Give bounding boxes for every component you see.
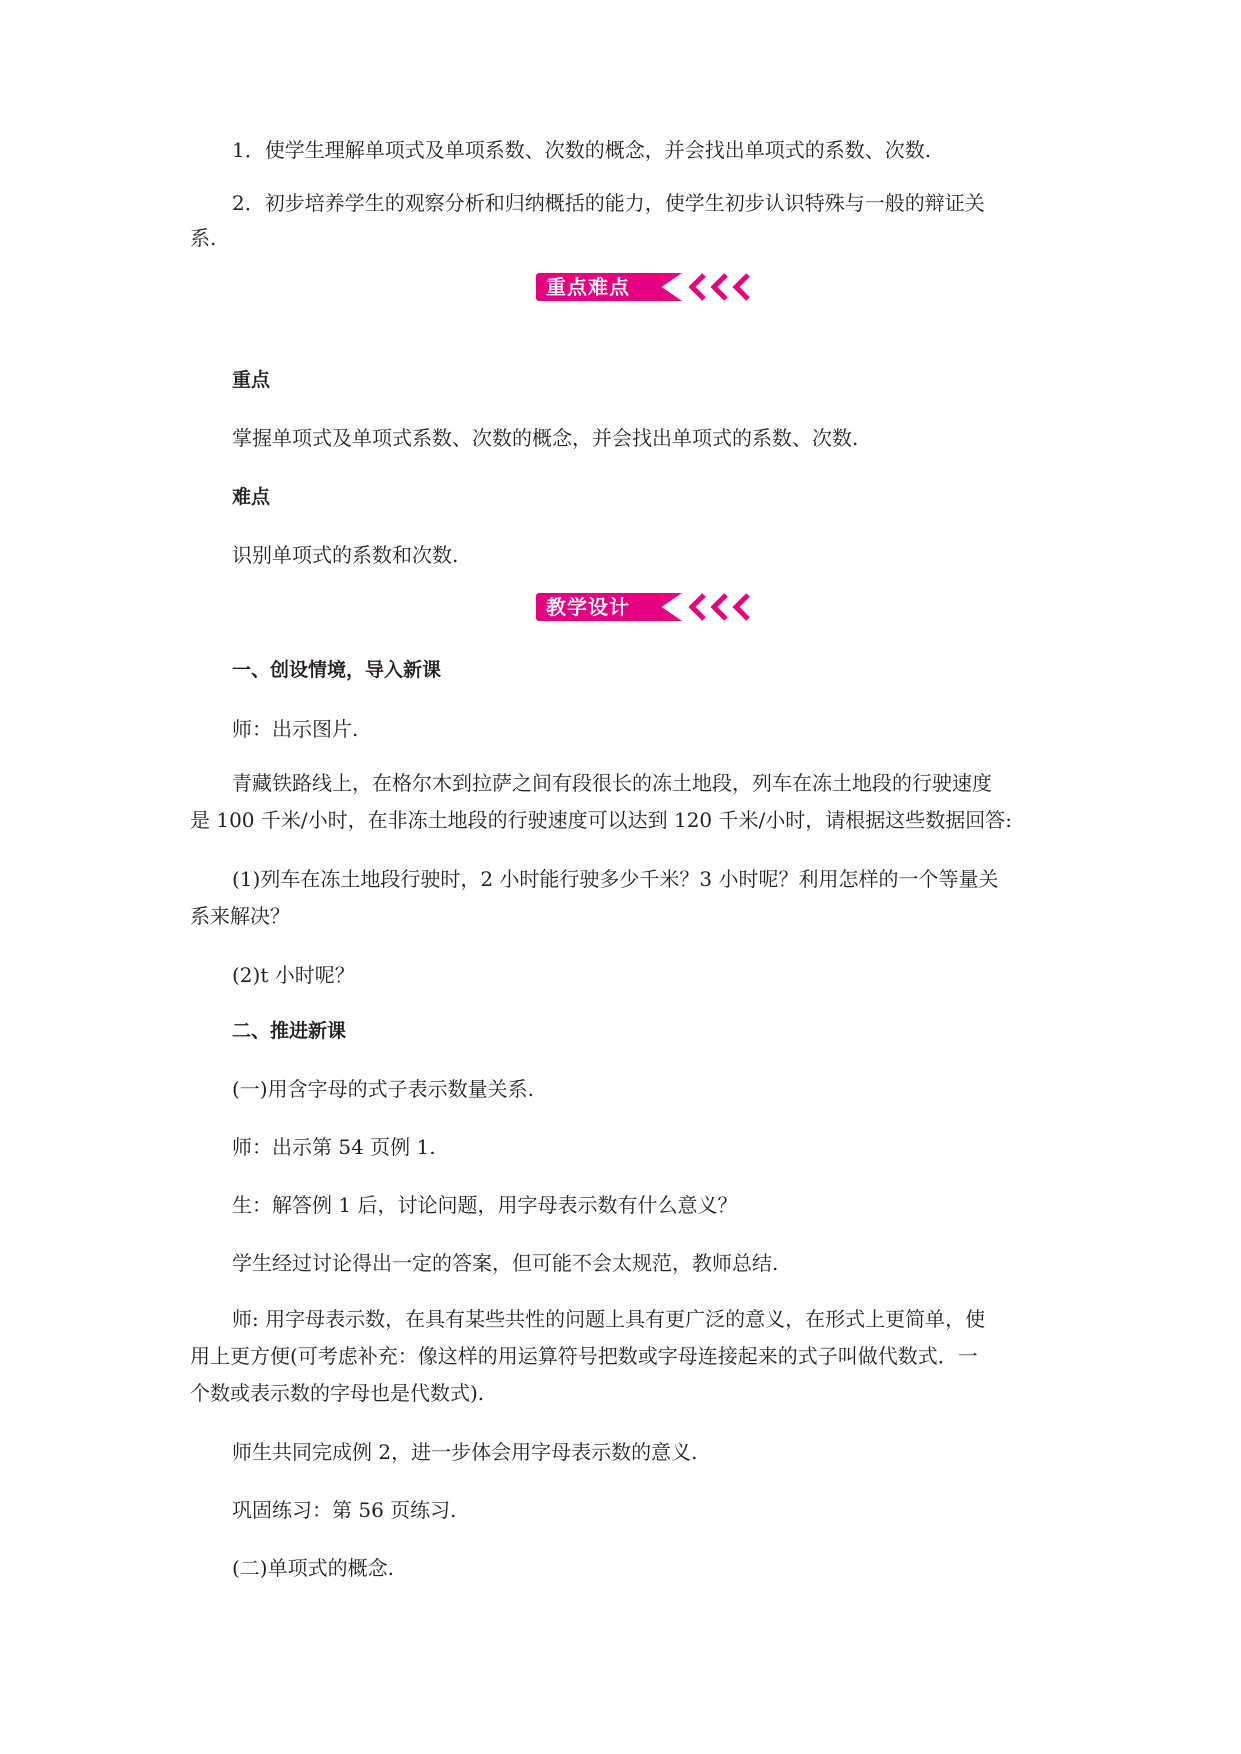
section-2-line: 巩固练习：第 56 页练习. bbox=[232, 1498, 457, 1522]
section-2-line: (二)单项式的概念. bbox=[232, 1556, 394, 1580]
key-heading: 重点 bbox=[232, 369, 271, 391]
section-1-line: 是 100 千米/小时，在非冻土地段的行驶速度可以达到 120 千米/小时，请根据这些数据回答: bbox=[190, 808, 1012, 832]
section-1-line: 师：出示图片. bbox=[232, 717, 359, 741]
triple-chevron-left-icon bbox=[684, 591, 764, 623]
section-2-line: (一)用含字母的式子表示数量关系. bbox=[232, 1077, 534, 1101]
difficulty-heading: 难点 bbox=[232, 486, 271, 508]
key-text: 掌握单项式及单项式系数、次数的概念，并会找出单项式的系数、次数. bbox=[232, 426, 859, 450]
section-1-heading: 一、创设情境，导入新课 bbox=[232, 659, 442, 681]
section-2-line: 个数或表示数的字母也是代数式). bbox=[190, 1381, 485, 1405]
objective-1: 1．使学生理解单项式及单项系数、次数的概念，并会找出单项式的系数、次数. bbox=[232, 138, 932, 162]
section-2-line: 师生共同完成例 2，进一步体会用字母表示数的意义. bbox=[232, 1440, 698, 1464]
section-2-line: 师：出示第 54 页例 1. bbox=[232, 1135, 436, 1159]
section-1-line: 青藏铁路线上，在格尔木到拉萨之间有段很长的冻土地段，列车在冻土地段的行驶速度 bbox=[232, 771, 992, 795]
difficulty-text: 识别单项式的系数和次数. bbox=[232, 543, 459, 567]
section-2-line: 用上更方便(可考虑补充：像这样的用运算符号把数或字母连接起来的式子叫做代数式．一 bbox=[190, 1344, 978, 1368]
objective-2-continued: 系. bbox=[190, 226, 217, 250]
question-1-continued: 系来解决？ bbox=[190, 904, 290, 928]
section-2-line: 师: 用字母表示数，在具有某些共性的问题上具有更广泛的意义，在形式上更简单，使 bbox=[232, 1307, 986, 1331]
banner-teaching-design bbox=[536, 591, 766, 623]
banner-key-difficulty bbox=[536, 271, 766, 303]
section-2-line: 学生经过讨论得出一定的答案，但可能不会太规范，教师总结. bbox=[232, 1251, 779, 1275]
section-2-heading: 二、推进新课 bbox=[232, 1020, 347, 1042]
question-1: (1)列车在冻土地段行驶时，2 小时能行驶多少千米？3 小时呢？利用怎样的一个等量关 bbox=[232, 867, 999, 891]
objective-2: 2．初步培养学生的观察分析和归纳概括的能力，使学生初步认识特殊与一般的辩证关 bbox=[232, 191, 985, 215]
banner-label: 教学设计 bbox=[546, 595, 630, 619]
question-2: (2)t 小时呢？ bbox=[232, 963, 355, 987]
section-2-line: 生：解答例 1 后，讨论问题，用字母表示数有什么意义？ bbox=[232, 1193, 738, 1217]
triple-chevron-left-icon bbox=[684, 271, 764, 303]
banner-label: 重点难点 bbox=[546, 275, 630, 299]
